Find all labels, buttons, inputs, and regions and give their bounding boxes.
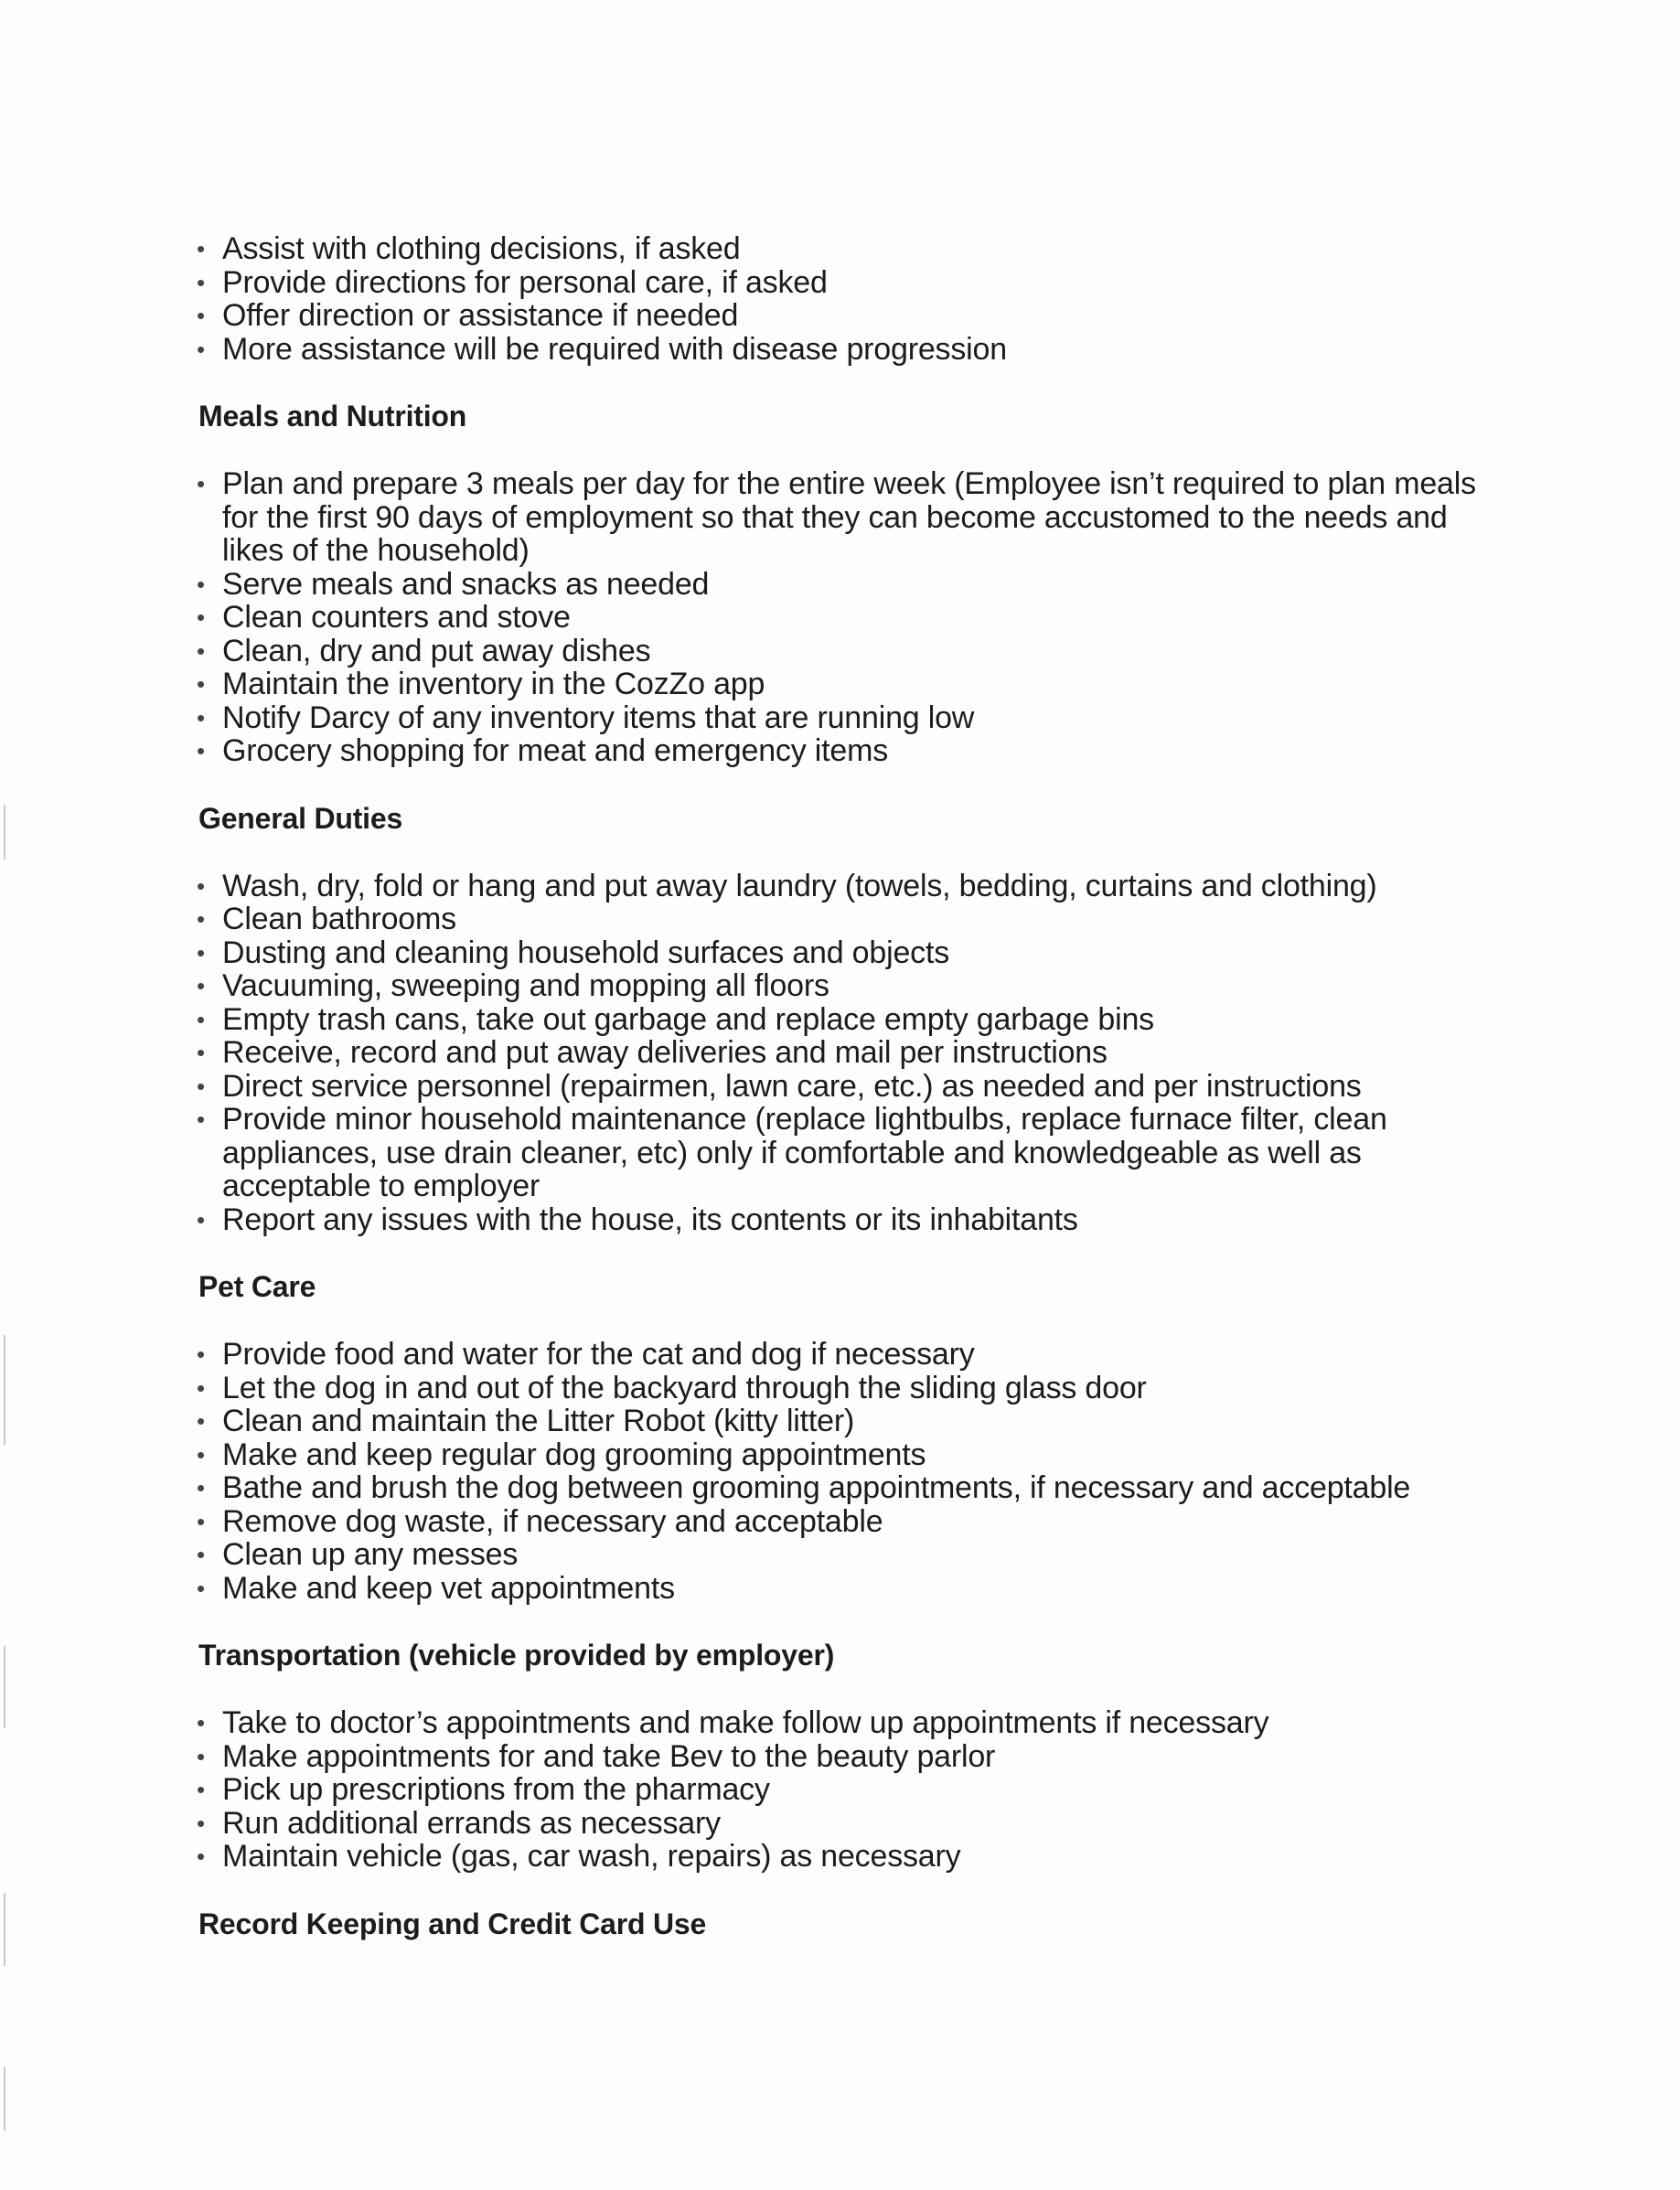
list-item: • Maintain the inventory in the CozZo app [197,668,1495,701]
list-item: • Dusting and cleaning household surfaces and objects [197,936,1495,970]
list-item: • Clean up any messes [197,1538,1495,1572]
list-item: • Maintain vehicle (gas, car wash, repairs) as necessary [197,1840,1495,1874]
section-transportation [197,1638,1495,1874]
section-heading: Pet Care [198,1270,316,1303]
list-item: • Assist with clothing decisions, if asked [197,232,1495,266]
list-item: • Clean, dry and put away dishes [197,635,1495,668]
list-item: • Make and keep vet appointments [197,1572,1495,1606]
list-item: • Provide directions for personal care, if asked [197,266,1495,300]
scan-edge-mark [4,2067,5,2131]
section-heading: Record Keeping and Credit Card Use [198,1907,707,1940]
list-item: • Make and keep regular dog grooming appointments [197,1438,1495,1472]
scan-edge-mark [4,1646,5,1728]
list-item: • Grocery shopping for meat and emergency items [197,734,1495,768]
section-heading: Meals and Nutrition [198,400,467,433]
section-list [197,1338,1495,1605]
list-item: • Provide minor household maintenance (replace lightbulbs, replace furnace filter, clean appliances, use drain cleaner, etc) only if comfortable and knowledgeable as well as acceptable to employer [197,1103,1495,1203]
list-item: • Direct service personnel (repairmen, lawn care, etc.) as needed and per instructions [197,1070,1495,1104]
section-list [197,467,1495,768]
list-item: • Offer direction or assistance if needed [197,299,1495,333]
section-heading: Transportation (vehicle provided by employer) [198,1639,835,1672]
list-item: • More assistance will be required with disease progression [197,333,1495,367]
scan-edge-mark [4,1335,5,1445]
list-item: • Run additional errands as necessary [197,1807,1495,1841]
intro-list [197,232,1495,366]
list-item: • Provide food and water for the cat and dog if necessary [197,1338,1495,1372]
list-item: • Plan and prepare 3 meals per day for the entire week (Employee isn’t required to plan meals for the first 90 days of employment so that they can become accustomed to the needs and likes of the household) [197,467,1495,568]
list-item: • Vacuuming, sweeping and mopping all floors [197,969,1495,1003]
list-item: • Clean counters and stove [197,601,1495,635]
list-item: • Let the dog in and out of the backyard through the sliding glass door [197,1372,1495,1405]
list-item: • Serve meals and snacks as needed [197,568,1495,602]
list-item: • Receive, record and put away deliveries and mail per instructions [197,1036,1495,1070]
list-item: • Wash, dry, fold or hang and put away laundry (towels, bedding, curtains and clothing) [197,870,1495,903]
section-record-keeping [197,1907,1495,1941]
section-general-duties [197,801,1495,1237]
list-item: • Make appointments for and take Bev to the beauty parlor [197,1740,1495,1774]
section-pet-care [197,1269,1495,1605]
section-list [197,1706,1495,1874]
scan-edge-mark [4,1893,5,1966]
list-item: • Clean bathrooms [197,903,1495,936]
list-item: • Notify Darcy of any inventory items that are running low [197,701,1495,735]
list-item: • Pick up prescriptions from the pharmacy [197,1773,1495,1807]
list-item: • Report any issues with the house, its contents or its inhabitants [197,1203,1495,1237]
section-heading: General Duties [198,801,403,835]
scan-edge-mark [4,805,5,860]
list-item: • Empty trash cans, take out garbage and replace empty garbage bins [197,1003,1495,1037]
list-item: • Bathe and brush the dog between grooming appointments, if necessary and acceptable [197,1471,1495,1505]
list-item: • Take to doctor’s appointments and make follow up appointments if necessary [197,1706,1495,1740]
section-list [197,870,1495,1237]
document-content [197,232,1495,1975]
section-meals-and-nutrition [197,399,1495,768]
list-item: • Clean and maintain the Litter Robot (kitty litter) [197,1405,1495,1438]
list-item: • Remove dog waste, if necessary and acceptable [197,1505,1495,1539]
